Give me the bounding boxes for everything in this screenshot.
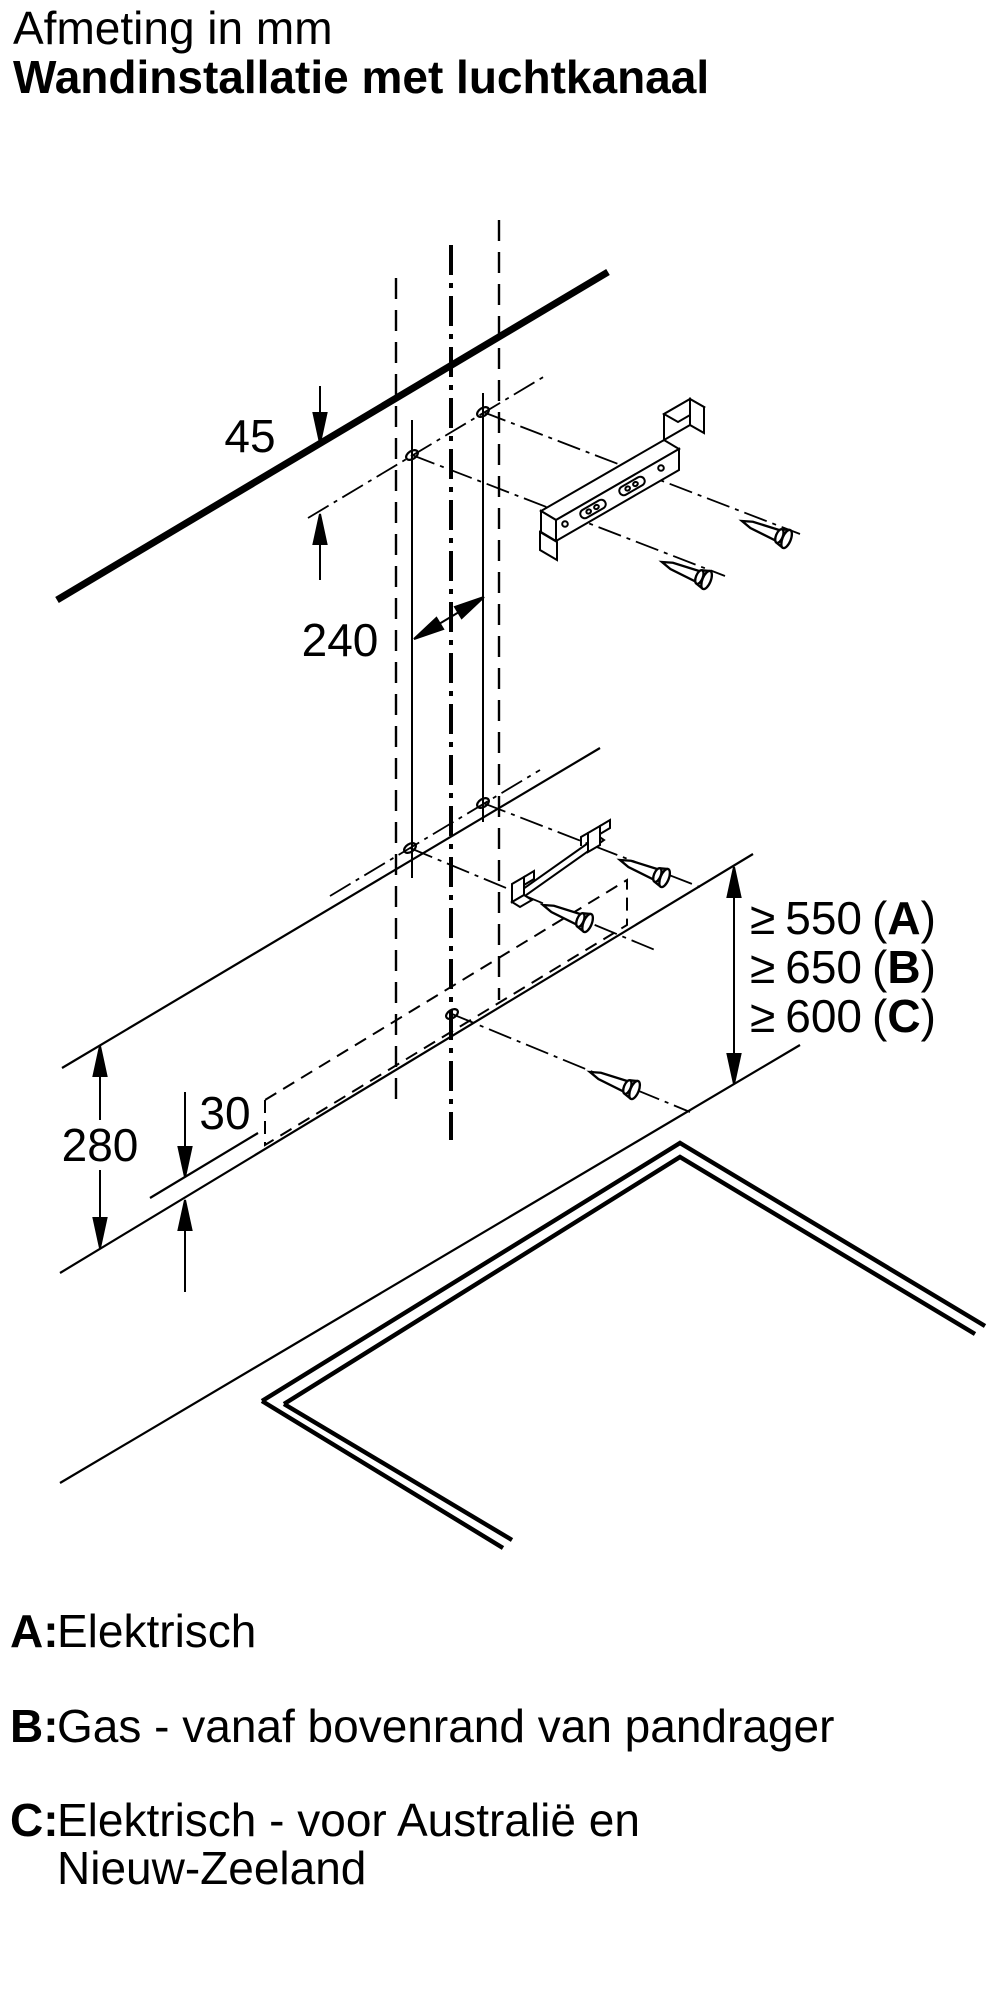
worktop-inner-line [284,1157,975,1404]
legend-key: C: [10,1794,59,1846]
greater-equal-symbol: ≥ [750,892,776,944]
clearance-letter: B [887,941,921,993]
legend-row-b [10,1702,834,1750]
worktop-outer-line [262,1143,985,1401]
edge-offset-line [150,1133,258,1198]
worktop-outer-front [262,1401,503,1548]
greater-equal-symbol: ≥ [750,990,776,1042]
legend-text: Elektrisch [57,1605,257,1657]
center-screw-leader [452,1014,690,1112]
legend-text-line2: Nieuw-Zeeland [57,1842,367,1894]
screw-icon [616,851,672,888]
leader-lines [308,376,800,1112]
clearance-letter: A [887,892,921,944]
paren-close: ) [920,892,936,944]
upper-holes-axis-leader [308,376,545,518]
legend-text [57,1796,640,1892]
hood-lower-edge-line [62,748,600,1068]
reference-lines [396,220,499,1140]
clearance-row-a [750,894,936,943]
clearance-row-c [750,992,936,1041]
clearance-value: 600 [785,990,862,1042]
right-clip-flange [600,820,610,834]
clearance-value: 550 [785,892,862,944]
legend-row-a [10,1607,256,1655]
bracket-hole-left [562,521,568,527]
screw-icon [658,553,714,590]
dimension-label-280: 280 [61,1119,139,1171]
paren-open: ( [872,990,888,1042]
dimension-label-30: 30 [199,1087,251,1139]
paren-open: ( [872,892,888,944]
worktop-inner-front [284,1404,512,1540]
clearance-row-b [750,943,936,992]
paren-close: ) [920,990,936,1042]
bracket-end-side [690,399,704,433]
legend-text-line1: Elektrisch - voor Australië en [57,1794,640,1846]
upper-mounting-bracket [540,399,704,560]
screw-icon [586,1063,642,1100]
title-block [13,4,709,102]
drill-holes [402,405,490,1021]
clearance-value: 650 [785,941,862,993]
screw-icon [738,512,794,549]
page-title: Wandinstallatie met luchtkanaal [13,51,710,103]
paren-open: ( [872,941,888,993]
clearance-top-line [60,854,753,1273]
lower-holes-axis-leader [330,770,540,896]
legend-key: B: [10,1700,59,1752]
clearance-labels [750,894,936,1041]
legend-text: Gas - vanaf bovenrand van pandrager [57,1700,835,1752]
dimension-label-240: 240 [301,614,379,666]
hob-surface-line [60,1045,800,1483]
greater-equal-symbol: ≥ [750,941,776,993]
level-lines [60,748,800,1483]
bracket-hole-right [658,465,664,471]
worktop-outline [262,1143,985,1548]
ceiling-line [57,272,608,600]
dimension-label-45: 45 [224,410,276,462]
screw-icon [539,896,595,933]
legend-key: A: [10,1605,59,1657]
clearance-letter: C [887,990,921,1042]
paren-close: ) [920,941,936,993]
legend-row-c [10,1796,640,1892]
page-subtitle: Afmeting in mm [13,2,333,54]
